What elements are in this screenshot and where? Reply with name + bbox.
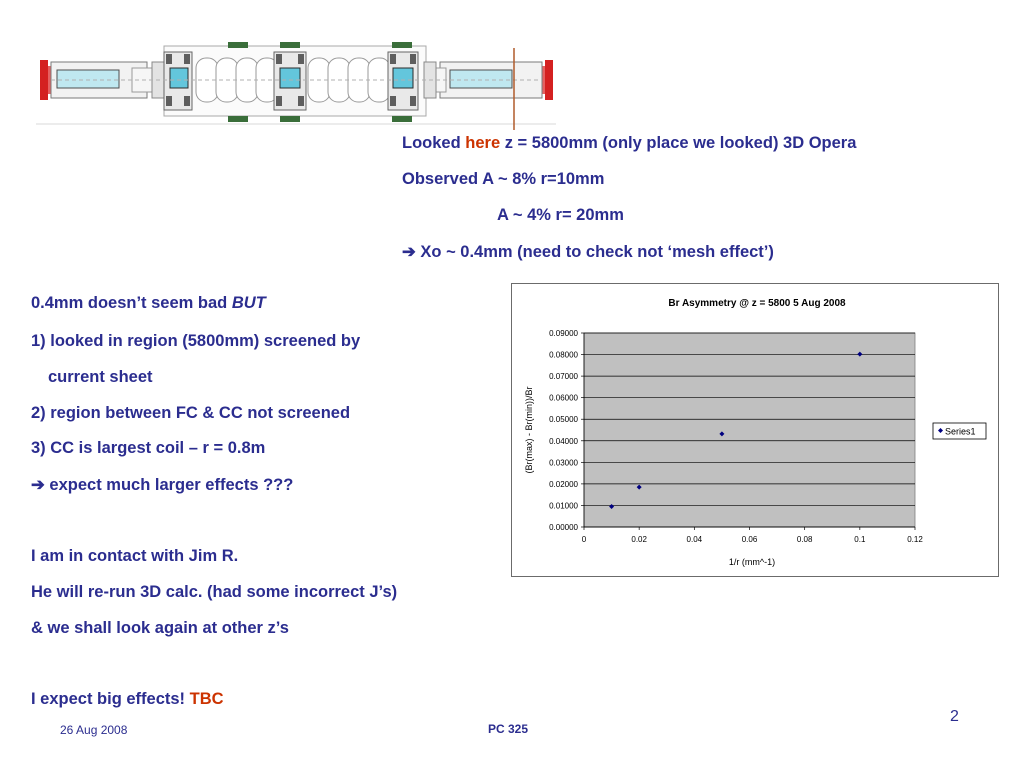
x-tick-label: 0.08 — [796, 535, 813, 544]
arrow-icon: ➔ — [402, 243, 416, 261]
left-note-5: 3) CC is largest coil – r = 0.8m — [31, 439, 266, 457]
x-tick-label: 0.06 — [741, 535, 758, 544]
left-note-9: & we shall look again at other z’s — [31, 619, 289, 637]
x-tick-label: 0.12 — [907, 535, 923, 544]
chart-container — [511, 283, 999, 577]
top-note-line-3: A ~ 4% r= 20mm — [497, 206, 624, 224]
footer-date: 26 Aug 2008 — [60, 723, 128, 737]
y-tick-label: 0.05000 — [549, 415, 578, 425]
left-note-6: ➔ expect much larger effects ??? — [31, 476, 294, 494]
y-tick-label: 0.02000 — [549, 479, 578, 489]
legend — [933, 423, 986, 439]
top-note-line-1: Looked here z = 5800mm (only place we looked) 3D Opera — [402, 134, 857, 152]
tbc-label: TBC — [189, 690, 224, 708]
y-tick-label: 0.06000 — [549, 393, 578, 403]
y-tick-label: 0.01000 — [549, 501, 578, 511]
arrow-icon: ➔ — [31, 476, 45, 494]
y-axis-label: (Br(max) - Br(min))/Br — [524, 386, 534, 474]
footer-center: PC 325 — [488, 722, 529, 736]
y-tick-label: 0.03000 — [549, 458, 578, 468]
plot-area — [584, 333, 915, 527]
asymmetry-chart — [512, 284, 998, 576]
y-tick-label: 0.04000 — [549, 436, 578, 446]
y-tick-label: 0.08000 — [549, 350, 578, 360]
beamline-diagram — [36, 40, 566, 130]
chart-title: Br Asymmetry @ z = 5800 5 Aug 2008 — [668, 298, 846, 309]
left-note-2: 1) looked in region (5800mm) screened by — [31, 332, 361, 350]
top-note-line-2: Observed A ~ 8% r=10mm — [402, 170, 605, 188]
x-tick-label: 0 — [581, 535, 587, 544]
left-note-4: 2) region between FC & CC not screened — [31, 404, 351, 422]
y-tick-label: 0.07000 — [549, 372, 578, 382]
left-note-1: 0.4mm doesn’t seem bad BUT — [31, 294, 266, 312]
left-note-3: current sheet — [48, 368, 153, 386]
y-tick-label: 0.09000 — [549, 329, 578, 338]
y-tick-label: 0.00000 — [549, 523, 578, 532]
x-tick-label: 0.02 — [631, 535, 647, 544]
top-note-line-4: ➔ Xo ~ 0.4mm (need to check not ‘mesh effect’) — [402, 243, 774, 261]
left-note-7: I am in contact with Jim R. — [31, 547, 239, 565]
legend-series-label: Series1 — [945, 426, 976, 437]
x-axis-label: 1/r (mm^-1) — [728, 557, 776, 567]
x-tick-label: 0.1 — [854, 535, 866, 544]
left-note-8: He will re-run 3D calc. (had some incorrect J’s) — [31, 583, 398, 601]
page-number: 2 — [950, 708, 959, 725]
x-tick-label: 0.04 — [686, 535, 703, 544]
here-link: here — [465, 134, 501, 152]
left-note-10: I expect big effects! TBC — [31, 690, 224, 708]
